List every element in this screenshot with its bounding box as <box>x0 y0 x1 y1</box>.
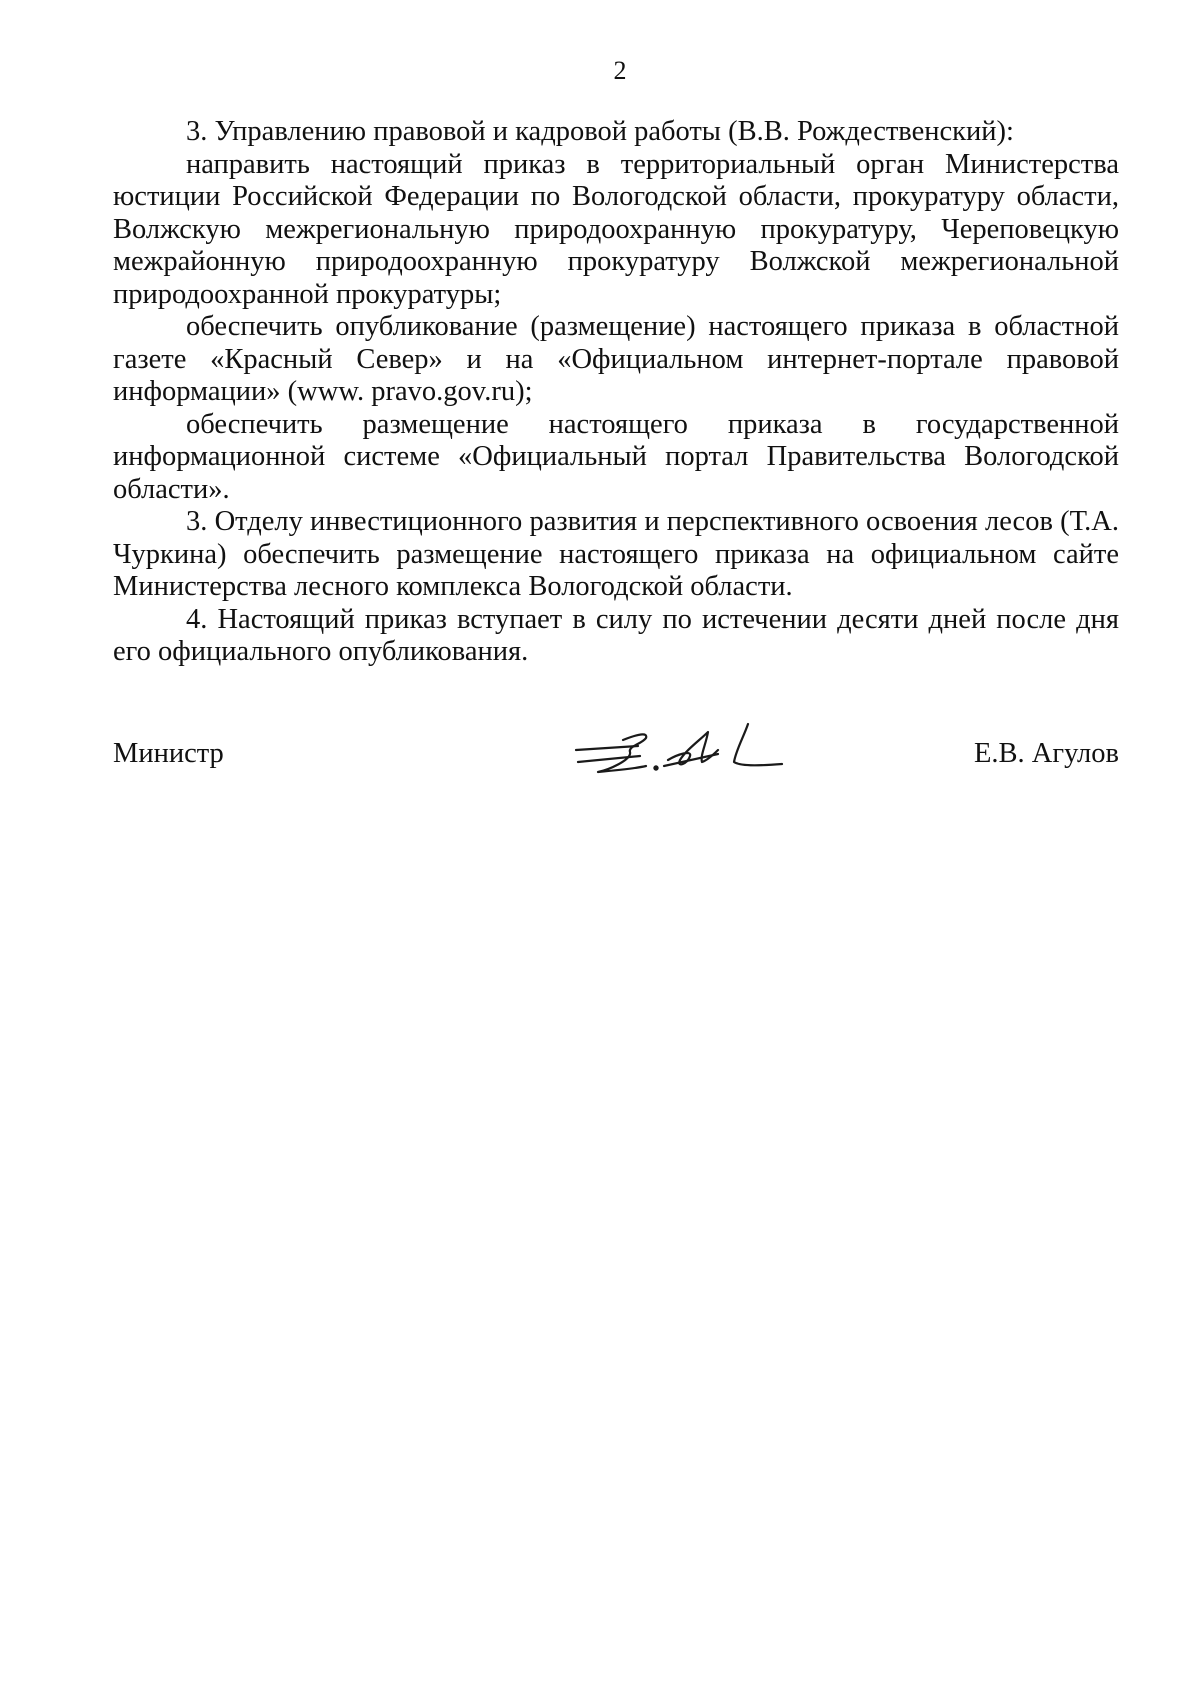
paragraph-investment-department: 3. Отделу инвестиционного развития и перспективного освоения лесов (Т.А. Чуркина) обеспечить размещение настоящего приказа на официальном сайте Министерства лесного комплекса Вологодской области. <box>113 506 1119 602</box>
signatory-name: Е.В. Агулов <box>974 738 1119 769</box>
paragraph-publish-order: обеспечить опубликование (размещение) настоящего приказа в областной газете «Красный Север» и на «Официальном интернет-портале правовой информации» (www. pravo.gov.ru); <box>113 311 1119 407</box>
paragraph-send-order: направить настоящий приказ в территориальный орган Министерства юстиции Российской Федерации по Вологодской области, прокуратуру области, Волжскую межрегиональную природоохранную прокуратуру, Череповецкую межрайонную природоохранную прокуратуру Волжской межрегиональной природоохранной прокуратуры; <box>113 148 1119 310</box>
signature-block <box>113 738 1119 778</box>
paragraph-place-order-portal: обеспечить размещение настоящего приказа в государственной информационной системе «Официальный портал Правительства Вологодской области». <box>113 408 1119 505</box>
page-number: 2 <box>613 56 627 85</box>
paragraph-entry-into-force: 4. Настоящий приказ вступает в силу по истечении десяти дней после дня его официального опубликования. <box>113 603 1119 667</box>
document-body <box>113 116 1119 669</box>
signatory-title: Министр <box>113 738 224 769</box>
paragraph-legal-department: 3. Управлению правовой и кадровой работы (В.В. Рождественский): <box>186 116 1014 147</box>
handwritten-signature-icon <box>568 710 798 790</box>
